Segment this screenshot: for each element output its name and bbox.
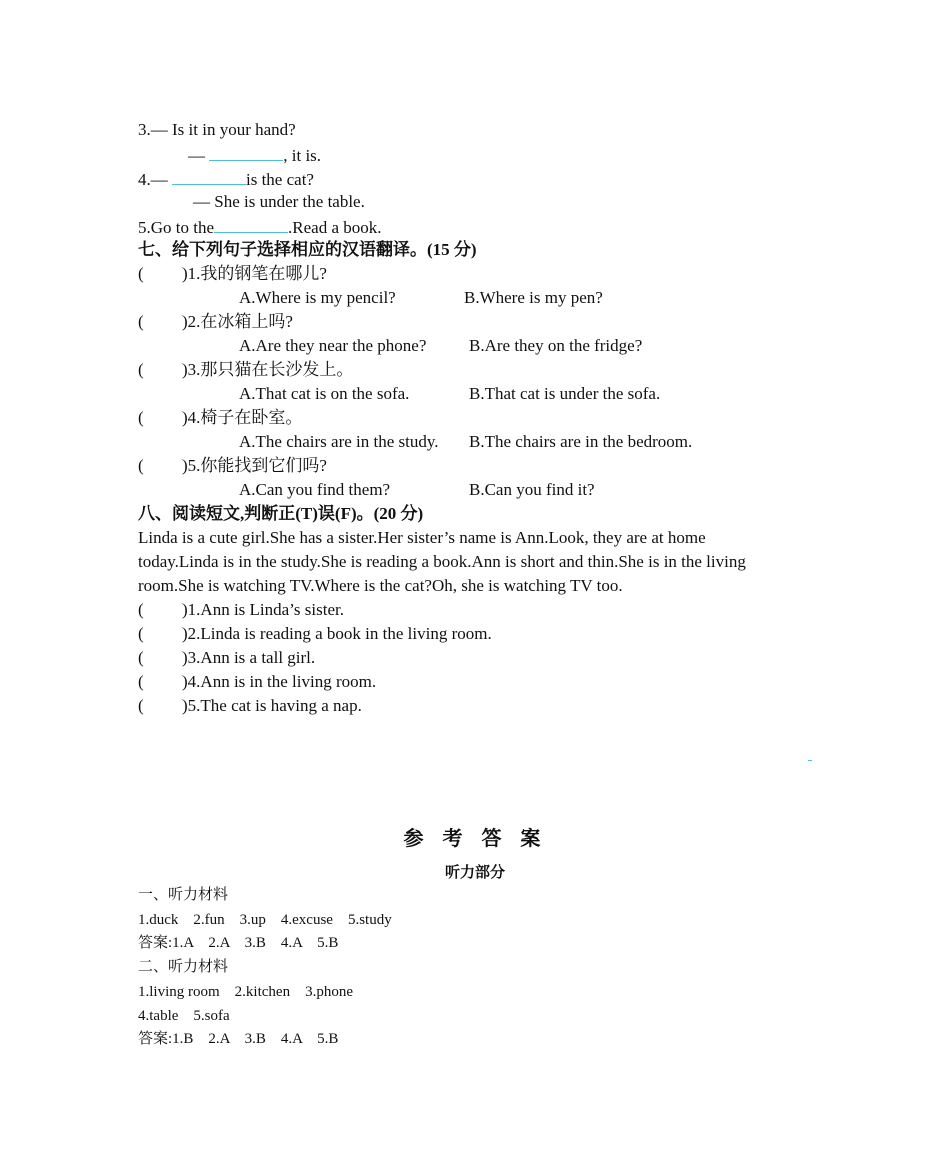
answer-paren[interactable]: (	[138, 312, 144, 331]
answer-paren[interactable]: (	[138, 264, 144, 283]
part1-label: 一、听力材料	[138, 887, 229, 903]
answer-paren[interactable]: (	[138, 600, 144, 619]
answer-paren[interactable]: (	[138, 456, 144, 475]
q5-line	[138, 214, 382, 240]
s7-item-2	[138, 310, 293, 334]
s7-item-3-option-b: B.That cat is under the sofa.	[469, 384, 661, 403]
q3-answer-tail: , it is.	[283, 146, 322, 165]
s8-item-3-text: )3.Ann is a tall girl.	[182, 648, 316, 667]
q5-tail: .Read a book.	[288, 218, 382, 237]
passage-line-1: Linda is a cute girl.She has a sister.Her sister’s name is Ann.Look, they are at home	[138, 528, 706, 547]
q3-dash: —	[188, 146, 205, 165]
answer-paren[interactable]: (	[138, 696, 144, 715]
answer-key-subtitle: 听力部分	[444, 863, 505, 881]
page-marker	[808, 760, 812, 761]
passage-line-3: room.She is watching TV.Where is the cat?Oh, she is watching TV too.	[138, 576, 623, 595]
s7-item-4-prompt: )4.椅子在卧室。	[182, 408, 303, 427]
s7-item-1-option-a: A.Where is my pencil?	[239, 288, 396, 307]
section7-heading: 七、给下列句子选择相应的汉语翻译。(15 分)	[138, 240, 477, 259]
answer-paren[interactable]: (	[138, 672, 144, 691]
s7-item-1	[138, 262, 327, 286]
s8-item-3	[138, 646, 315, 670]
s7-item-1-option-b: B.Where is my pen?	[464, 288, 603, 307]
q4-blank[interactable]	[172, 166, 246, 185]
q4-prefix: 4.—	[138, 170, 168, 189]
part2-words-line-1: 1.living room 2.kitchen 3.phone	[138, 984, 353, 1000]
s8-item-4-text: )4.Ann is in the living room.	[182, 672, 377, 691]
part1-key: 答案:1.A 2.A 3.B 4.A 5.B	[138, 935, 339, 951]
s8-item-5	[138, 694, 362, 718]
answer-paren[interactable]: (	[138, 648, 144, 667]
s7-item-3-option-a: A.That cat is on the sofa.	[239, 384, 410, 403]
answer-paren[interactable]: (	[138, 360, 144, 379]
s7-item-5-option-b: B.Can you find it?	[469, 480, 595, 499]
answer-key-title: 参 考 答 案	[403, 826, 547, 850]
part1-words: 1.duck 2.fun 3.up 4.excuse 5.study	[138, 912, 392, 928]
answer-paren[interactable]: (	[138, 624, 144, 643]
s7-item-5-prompt: )5.你能找到它们吗?	[182, 456, 327, 475]
s7-item-4-option-b: B.The chairs are in the bedroom.	[469, 432, 693, 451]
s8-item-1-text: )1.Ann is Linda’s sister.	[182, 600, 344, 619]
s8-item-1	[138, 598, 344, 622]
s7-item-4	[138, 406, 302, 430]
part2-label: 二、听力材料	[138, 959, 229, 975]
q4-answer: — She is under the table.	[193, 192, 365, 211]
s7-item-2-prompt: )2.在冰箱上吗?	[182, 312, 293, 331]
q4-tail: is the cat?	[246, 170, 314, 189]
s7-item-1-prompt: )1.我的钢笔在哪儿?	[182, 264, 327, 283]
s8-item-2-text: )2.Linda is reading a book in the living room.	[182, 624, 492, 643]
s7-item-3-prompt: )3.那只猫在长沙发上。	[182, 360, 354, 379]
q3-question: 3.— Is it in your hand?	[138, 120, 296, 139]
q4-question-line	[138, 166, 314, 192]
s7-item-5	[138, 454, 327, 478]
s8-item-5-text: )5.The cat is having a nap.	[182, 696, 362, 715]
s8-item-4	[138, 670, 376, 694]
q5-prefix: 5.Go to the	[138, 218, 215, 237]
passage-line-2: today.Linda is in the study.She is reading a book.Ann is short and thin.She is in the living	[138, 552, 746, 571]
q3-blank[interactable]	[209, 142, 283, 161]
part2-key: 答案:1.B 2.A 3.B 4.A 5.B	[138, 1031, 339, 1047]
section8-heading: 八、阅读短文,判断正(T)误(F)。(20 分)	[138, 504, 424, 523]
s7-item-5-option-a: A.Can you find them?	[239, 480, 391, 499]
s7-item-3	[138, 358, 353, 382]
part2-words-line-2: 4.table 5.sofa	[138, 1008, 230, 1024]
q5-blank[interactable]	[214, 214, 288, 233]
s8-item-2	[138, 622, 492, 646]
s7-item-2-option-a: A.Are they near the phone?	[239, 336, 427, 355]
s7-item-2-option-b: B.Are they on the fridge?	[469, 336, 643, 355]
answer-paren[interactable]: (	[138, 408, 144, 427]
s7-item-4-option-a: A.The chairs are in the study.	[239, 432, 439, 451]
q3-answer-line	[188, 142, 321, 168]
